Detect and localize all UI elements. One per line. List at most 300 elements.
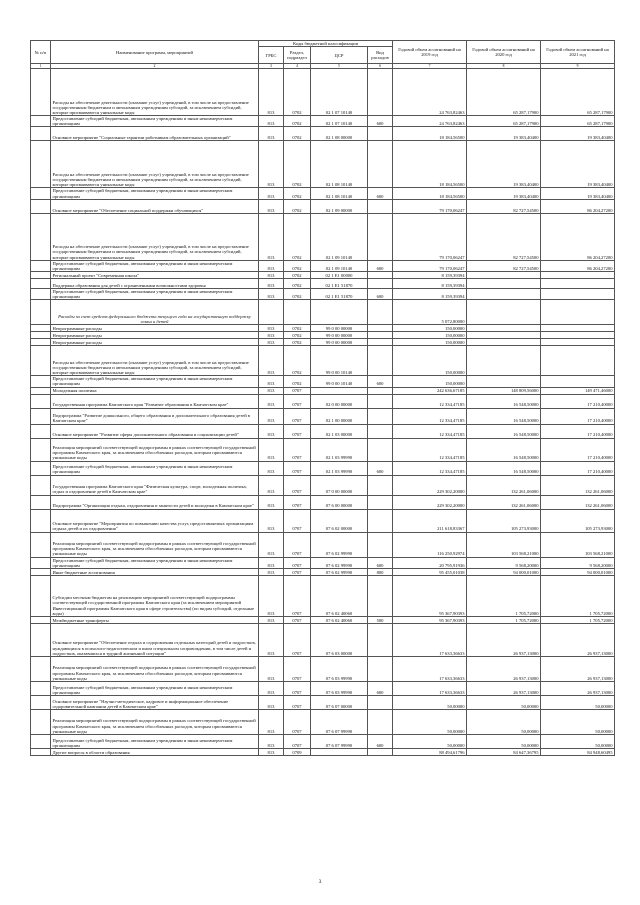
row-name: Реализация мероприятий соответствующей подпрограммы в рамках соответствующей государственной программы Камчатского края, за исключением обособленных расходов, которым присваиваются уникальные коды xyxy=(51,438,259,461)
row-name: Предоставление субсидий бюджетным, автономным учреждениям и иным некоммерческим организациям xyxy=(51,734,259,748)
row-amount-2019: 79 170,06247 xyxy=(393,260,467,271)
row-name: Предоставление субсидий бюджетным, автономным учреждениям и иным некоммерческим организациям xyxy=(51,116,259,127)
row-name: Основное мероприятие "Развитие сферы дополнительного образования и социализации детей" xyxy=(51,424,259,438)
table-row xyxy=(31,461,615,475)
table-row xyxy=(31,734,615,748)
row-num-cell xyxy=(31,748,51,755)
table-row xyxy=(31,69,615,116)
row-section: 0707 xyxy=(284,424,311,438)
header-2019: Годовой объем ассигнований на 2019 год xyxy=(393,41,467,64)
row-amount-2019: 50,00000 xyxy=(393,709,467,734)
row-amount-2021: 132 261,06000 xyxy=(541,475,615,495)
table-row xyxy=(31,424,615,438)
row-amount-2020: 16 548,50000 xyxy=(467,461,541,475)
row-amount-2020: 132 261,06000 xyxy=(467,495,541,509)
row-amount-2019: 12 334,47185 xyxy=(393,424,467,438)
row-grbs: 813 xyxy=(259,424,284,438)
row-amount-2021: 19 383,40400 xyxy=(541,188,615,199)
table-row xyxy=(31,260,615,271)
row-csr: 99 0 00 00000 xyxy=(311,339,368,346)
column-number: 9 xyxy=(541,64,615,69)
row-num-cell xyxy=(31,199,51,213)
row-amount-2021: 17 210,40000 xyxy=(541,394,615,408)
row-vr xyxy=(368,141,393,188)
table-row xyxy=(31,346,615,376)
row-section: 0702 xyxy=(284,325,311,332)
row-section: 0702 xyxy=(284,260,311,271)
row-section: 0707 xyxy=(284,616,311,623)
table-row xyxy=(31,272,615,279)
column-number: 5 xyxy=(311,64,368,69)
row-amount-2020: 26 937,13000 xyxy=(467,656,541,681)
row-amount-2021: 86 204,27200 xyxy=(541,213,615,260)
row-name: Расходы на обеспечение деятельности (оказание услуг) учреждений, в том числе на предоставление государственным бюджетным и автономным учреждениям субсидий, за исключением субсидий, которые присваиваются уникальные коды xyxy=(51,213,259,260)
row-name: Другие вопросы в области образования xyxy=(51,748,259,755)
row-name: Непрограммные расходы xyxy=(51,325,259,332)
table-header xyxy=(31,41,615,69)
row-num-cell xyxy=(31,681,51,695)
row-section: 0702 xyxy=(284,332,311,339)
row-amount-2021 xyxy=(541,300,615,325)
row-section: 0709 xyxy=(284,748,311,755)
table-row xyxy=(31,188,615,199)
row-grbs: 813 xyxy=(259,623,284,656)
row-amount-2020: 65 287,17900 xyxy=(467,69,541,116)
row-amount-2021: 50,00000 xyxy=(541,695,615,709)
row-vr: 500 xyxy=(368,616,393,623)
table-row xyxy=(31,141,615,188)
table-row xyxy=(31,289,615,300)
row-name: Предоставление субсидий бюджетным, автономным учреждениям и иным некоммерческим организациям xyxy=(51,376,259,387)
row-amount-2019: 95 367,90393 xyxy=(393,575,467,616)
row-csr xyxy=(311,300,368,325)
row-amount-2019: 18 184,56500 xyxy=(393,141,467,188)
row-amount-2020: 94 000,01000 xyxy=(467,568,541,575)
row-amount-2021: 17 210,40000 xyxy=(541,438,615,461)
row-vr xyxy=(368,325,393,332)
row-name: Иные бюджетные ассигнования xyxy=(51,568,259,575)
header-name: Наименование программ, мероприятий xyxy=(51,41,259,64)
table-row xyxy=(31,213,615,260)
row-grbs: 813 xyxy=(259,438,284,461)
column-number: 8 xyxy=(467,64,541,69)
row-amount-2020: 84 647,36795 xyxy=(467,748,541,755)
header-csr: ЦСР xyxy=(311,47,368,64)
row-amount-2020: 50,00000 xyxy=(467,695,541,709)
table-row xyxy=(31,495,615,509)
column-number: 3 xyxy=(259,64,284,69)
row-num-cell xyxy=(31,557,51,568)
row-amount-2021: 132 261,06000 xyxy=(541,495,615,509)
row-grbs: 813 xyxy=(259,116,284,127)
row-csr: 07 6 03 00000 xyxy=(311,623,368,656)
row-section: 0702 xyxy=(284,346,311,376)
table-row xyxy=(31,325,615,332)
row-num-cell xyxy=(31,260,51,271)
row-csr: 07 6 02 40060 xyxy=(311,616,368,623)
row-amount-2019: 12 334,47185 xyxy=(393,438,467,461)
row-amount-2021 xyxy=(541,289,615,300)
row-csr: 02 1 03 99990 xyxy=(311,461,368,475)
row-amount-2019: 24 763,82463 xyxy=(393,116,467,127)
row-num-cell xyxy=(31,116,51,127)
row-csr: 07 6 02 99990 xyxy=(311,568,368,575)
row-amount-2020: 19 383,40400 xyxy=(467,188,541,199)
row-amount-2020: 1 705,72000 xyxy=(467,616,541,623)
row-amount-2019: 95 455,01038 xyxy=(393,568,467,575)
row-section: 0702 xyxy=(284,339,311,346)
row-amount-2020 xyxy=(467,279,541,289)
row-num-cell xyxy=(31,332,51,339)
row-amount-2019: 17 633,36633 xyxy=(393,623,467,656)
row-num-cell xyxy=(31,394,51,408)
table-row xyxy=(31,387,615,394)
row-amount-2021: 17 210,40000 xyxy=(541,408,615,424)
row-vr: 600 xyxy=(368,260,393,271)
row-amount-2019: 12 334,47185 xyxy=(393,394,467,408)
row-num-cell xyxy=(31,339,51,346)
row-amount-2021: 86 204,27200 xyxy=(541,199,615,213)
row-name: Основное мероприятие "Мероприятия по повышению качества услуг, предоставляемых организациям отдыха детей и их оздоровления" xyxy=(51,509,259,532)
row-name: Основное мероприятие "Обеспечение отдыха и оздоровления отдельных категорий детей и подростков, нуждающихся в психолого-педагогическом и ином специальном сопровождении, в том числе детей и подростков, оказавшихся в трудной жизненной ситуации" xyxy=(51,623,259,656)
row-num-cell xyxy=(31,509,51,532)
row-amount-2019: 17 633,36633 xyxy=(393,681,467,695)
row-amount-2020: 9 568,20000 xyxy=(467,557,541,568)
row-vr xyxy=(368,127,393,141)
row-name: Предоставление субсидий бюджетным, автономным учреждениям и иным некоммерческим организациям xyxy=(51,461,259,475)
row-amount-2020 xyxy=(467,325,541,332)
row-grbs: 813 xyxy=(259,616,284,623)
row-grbs: 813 xyxy=(259,681,284,695)
row-num-cell xyxy=(31,300,51,325)
row-amount-2021: 103 568,21000 xyxy=(541,532,615,557)
row-section: 0707 xyxy=(284,475,311,495)
row-csr: 02 1 E1 51870 xyxy=(311,279,368,289)
row-name: Реализация мероприятий соответствующей подпрограммы в рамках соответствующей государственной программы Камчатского края, за исключением обособленных расходов, которым присваиваются уникальные коды xyxy=(51,532,259,557)
table-row xyxy=(31,568,615,575)
row-amount-2020: 50,00000 xyxy=(467,734,541,748)
row-vr: 600 xyxy=(368,116,393,127)
row-num-cell xyxy=(31,127,51,141)
row-name: Региональный проект "Современная школа" xyxy=(51,272,259,279)
row-num-cell xyxy=(31,325,51,332)
row-section: 0702 xyxy=(284,199,311,213)
table-row xyxy=(31,656,615,681)
row-grbs: 813 xyxy=(259,188,284,199)
row-section: 0707 xyxy=(284,387,311,394)
row-num-cell xyxy=(31,376,51,387)
row-amount-2019: 150,00000 xyxy=(393,376,467,387)
row-amount-2020 xyxy=(467,272,541,279)
row-amount-2019: 20 795,91936 xyxy=(393,557,467,568)
row-name: Поддержка образования для детей с ограниченными возможностями здоровья xyxy=(51,279,259,289)
row-amount-2019: 229 302,20000 xyxy=(393,495,467,509)
row-vr xyxy=(368,300,393,325)
row-csr xyxy=(311,387,368,394)
row-vr: 600 xyxy=(368,557,393,568)
row-grbs: 813 xyxy=(259,568,284,575)
row-num-cell xyxy=(31,279,51,289)
row-amount-2021: 94 000,01000 xyxy=(541,568,615,575)
row-vr xyxy=(368,199,393,213)
table-row xyxy=(31,709,615,734)
row-amount-2021 xyxy=(541,332,615,339)
row-vr xyxy=(368,748,393,755)
row-vr xyxy=(368,213,393,260)
table-row xyxy=(31,199,615,213)
row-amount-2021: 1 705,72000 xyxy=(541,616,615,623)
row-amount-2020: 82 727,54500 xyxy=(467,213,541,260)
row-amount-2019: 116 250,92974 xyxy=(393,532,467,557)
row-name: Предоставление субсидий бюджетным, автономным учреждениям и иным некоммерческим организациям xyxy=(51,260,259,271)
row-csr: 02 1 03 00000 xyxy=(311,424,368,438)
row-vr xyxy=(368,394,393,408)
row-vr xyxy=(368,332,393,339)
row-vr xyxy=(368,69,393,116)
row-csr: 07 6 07 99990 xyxy=(311,734,368,748)
row-num-cell xyxy=(31,568,51,575)
row-grbs: 813 xyxy=(259,127,284,141)
table-row xyxy=(31,681,615,695)
row-csr: 02 1 E1 00000 xyxy=(311,272,368,279)
row-vr xyxy=(368,424,393,438)
row-num-cell xyxy=(31,289,51,300)
row-grbs: 813 xyxy=(259,199,284,213)
header-vr: Вид расходов xyxy=(368,47,393,64)
row-amount-2021: 1 705,72000 xyxy=(541,575,615,616)
row-amount-2020: 16 548,50000 xyxy=(467,438,541,461)
row-amount-2021: 17 210,40000 xyxy=(541,424,615,438)
row-amount-2021 xyxy=(541,325,615,332)
row-name: Расходы на обеспечение деятельности (оказание услуг) учреждений, в том числе на предоставление государственным бюджетным и автономным учреждениям субсидий, за исключением субсидий, которые присваиваются уникальные коды xyxy=(51,346,259,376)
row-csr: 02 1 09 10140 xyxy=(311,213,368,260)
row-vr xyxy=(368,709,393,734)
row-csr: 02 1 09 00000 xyxy=(311,199,368,213)
row-amount-2020: 16 548,50000 xyxy=(467,424,541,438)
header-codes-group: Коды бюджетной классификации xyxy=(259,41,393,47)
row-name: Расходы на обеспечение деятельности (оказание услуг) учреждений, в том числе на предоставление государственным бюджетным и автономным учреждениям субсидий, за исключением субсидий, которые присваиваются уникальные коды xyxy=(51,69,259,116)
row-csr: 07 6 07 99990 xyxy=(311,709,368,734)
row-num-cell xyxy=(31,575,51,616)
row-csr: 02 1 08 10140 xyxy=(311,188,368,199)
row-section: 0707 xyxy=(284,623,311,656)
table-row xyxy=(31,575,615,616)
row-section: 0702 xyxy=(284,213,311,260)
row-amount-2020: 1 705,72000 xyxy=(467,575,541,616)
table-row xyxy=(31,394,615,408)
header-grbs: ГРБС xyxy=(259,47,284,64)
table-body xyxy=(31,69,615,756)
row-amount-2021: 105 273,93000 xyxy=(541,509,615,532)
row-name: Предоставление субсидий бюджетным, автономным учреждениям и иным некоммерческим организациям xyxy=(51,681,259,695)
row-name: Непрограммные расходы xyxy=(51,332,259,339)
row-vr xyxy=(368,623,393,656)
row-amount-2020 xyxy=(467,300,541,325)
row-grbs: 813 xyxy=(259,289,284,300)
row-grbs: 813 xyxy=(259,339,284,346)
row-section: 0707 xyxy=(284,408,311,424)
header-2021: Годовой объем ассигнований на 2021 год xyxy=(541,41,615,64)
row-csr: 07 6 07 00000 xyxy=(311,695,368,709)
row-grbs: 813 xyxy=(259,748,284,755)
row-csr: 07 6 02 99990 xyxy=(311,532,368,557)
row-section: 0707 xyxy=(284,575,311,616)
row-amount-2021: 65 287,17900 xyxy=(541,69,615,116)
row-num-cell xyxy=(31,69,51,116)
table-row xyxy=(31,300,615,325)
table-row xyxy=(31,376,615,387)
row-csr: 07 6 00 00000 xyxy=(311,495,368,509)
row-amount-2019: 211 618,83367 xyxy=(393,509,467,532)
row-note: Расходы за счет средств федерального бюджета текущего года на государственную поддержку семьи и детей xyxy=(51,300,259,325)
table-row xyxy=(31,127,615,141)
table-row xyxy=(31,475,615,495)
row-section: 0707 xyxy=(284,438,311,461)
row-grbs: 813 xyxy=(259,575,284,616)
row-num-cell xyxy=(31,272,51,279)
row-vr xyxy=(368,656,393,681)
row-section: 0702 xyxy=(284,116,311,127)
row-num-cell xyxy=(31,709,51,734)
row-name: Расходы на обеспечение деятельности (оказание услуг) учреждений, в том числе на предоставление государственным бюджетным и автономным учреждениям субсидий, за исключением субсидий, которые присваиваются уникальные коды xyxy=(51,141,259,188)
table-row xyxy=(31,408,615,424)
row-amount-2020 xyxy=(467,332,541,339)
row-amount-2021: 84 948,60495 xyxy=(541,748,615,755)
row-amount-2020 xyxy=(467,339,541,346)
row-num-cell xyxy=(31,141,51,188)
row-name: Непрограммные расходы xyxy=(51,339,259,346)
column-number: 2 xyxy=(51,64,259,69)
row-num-cell xyxy=(31,623,51,656)
table-row xyxy=(31,509,615,532)
row-grbs: 813 xyxy=(259,332,284,339)
row-amount-2020 xyxy=(467,376,541,387)
row-csr: 02 1 09 10140 xyxy=(311,260,368,271)
row-amount-2019: 12 334,47185 xyxy=(393,408,467,424)
table-row xyxy=(31,438,615,461)
row-vr xyxy=(368,346,393,376)
table-row xyxy=(31,332,615,339)
budget-table xyxy=(30,40,615,756)
row-amount-2020: 82 727,54500 xyxy=(467,199,541,213)
row-num-cell xyxy=(31,461,51,475)
row-num-cell xyxy=(31,475,51,495)
row-amount-2021: 26 937,13000 xyxy=(541,681,615,695)
row-grbs: 813 xyxy=(259,279,284,289)
table-row xyxy=(31,339,615,346)
row-name: Подпрограмма "Развитие дошкольного, общего образования и дополнительного образования детей в Камчатском крае" xyxy=(51,408,259,424)
row-num-cell xyxy=(31,408,51,424)
row-amount-2020: 105 273,93000 xyxy=(467,509,541,532)
row-amount-2019: 8 159,39394 xyxy=(393,289,467,300)
row-amount-2019: 8 159,39394 xyxy=(393,279,467,289)
table-row xyxy=(31,557,615,568)
row-section: 0702 xyxy=(284,289,311,300)
row-name: Предоставление субсидий бюджетным, автономным учреждениям и иным некоммерческим организациям xyxy=(51,557,259,568)
row-amount-2019: 79 170,06247 xyxy=(393,199,467,213)
row-grbs: 813 xyxy=(259,376,284,387)
header-num: № п/п xyxy=(31,41,51,64)
table-row xyxy=(31,116,615,127)
row-grbs: 813 xyxy=(259,461,284,475)
row-grbs: 813 xyxy=(259,272,284,279)
header-2020: Годовой объем ассигнований на 2020 год xyxy=(467,41,541,64)
row-vr xyxy=(368,279,393,289)
row-name: Основное мероприятие "Социальные гарантии работникам образовательных организаций" xyxy=(51,127,259,141)
row-csr: 07 6 03 99990 xyxy=(311,681,368,695)
row-section: 0707 xyxy=(284,394,311,408)
row-amount-2019: 18 184,56500 xyxy=(393,188,467,199)
row-amount-2020 xyxy=(467,346,541,376)
column-number: 1 xyxy=(31,64,51,69)
row-csr: 99 0 00 10140 xyxy=(311,346,368,376)
row-vr xyxy=(368,509,393,532)
row-amount-2020: 26 937,13000 xyxy=(467,623,541,656)
row-vr xyxy=(368,387,393,394)
row-amount-2021: 17 210,40000 xyxy=(541,461,615,475)
row-section: 0707 xyxy=(284,509,311,532)
row-amount-2020 xyxy=(467,289,541,300)
row-grbs: 813 xyxy=(259,532,284,557)
row-amount-2019: 18 184,56500 xyxy=(393,127,467,141)
row-grbs: 813 xyxy=(259,408,284,424)
row-amount-2021: 149 471,46000 xyxy=(541,387,615,394)
row-amount-2019: 242 636,67185 xyxy=(393,387,467,394)
header-section: Раздел, подраздел xyxy=(284,47,311,64)
row-amount-2021 xyxy=(541,339,615,346)
row-amount-2020: 148 809,56000 xyxy=(467,387,541,394)
row-csr: 02 1 08 10140 xyxy=(311,141,368,188)
row-vr xyxy=(368,575,393,616)
row-amount-2020: 16 548,50000 xyxy=(467,394,541,408)
row-csr xyxy=(311,748,368,755)
row-section: 0702 xyxy=(284,69,311,116)
row-amount-2019: 24 763,82463 xyxy=(393,69,467,116)
row-vr: 600 xyxy=(368,681,393,695)
row-grbs: 813 xyxy=(259,387,284,394)
row-amount-2019: 5 072,80000 xyxy=(393,300,467,325)
row-amount-2019: 150,00000 xyxy=(393,332,467,339)
row-vr: 600 xyxy=(368,188,393,199)
row-amount-2020: 65 287,17900 xyxy=(467,116,541,127)
row-name: Подпрограмма "Организация отдыха, оздоровления и занятости детей и молодежи в Камчатском крае" xyxy=(51,495,259,509)
table-row xyxy=(31,279,615,289)
row-csr: 02 1 03 99990 xyxy=(311,438,368,461)
row-amount-2019: 50,00000 xyxy=(393,695,467,709)
row-section: 0707 xyxy=(284,557,311,568)
row-name: Основное мероприятие "Обеспечение социальной поддержки обучающихся" xyxy=(51,199,259,213)
row-amount-2021: 50,00000 xyxy=(541,709,615,734)
row-num-cell xyxy=(31,656,51,681)
row-section: 0702 xyxy=(284,376,311,387)
row-csr: 99 0 00 00000 xyxy=(311,332,368,339)
row-vr xyxy=(368,438,393,461)
row-grbs: 813 xyxy=(259,260,284,271)
row-name: Основное мероприятие "Научно-методическое, кадровое и информационное обеспечение оздоровительной кампании детей в Камчатском крае" xyxy=(51,695,259,709)
row-amount-2021: 26 937,13000 xyxy=(541,656,615,681)
row-amount-2020: 50,00000 xyxy=(467,709,541,734)
row-name: Реализация мероприятий соответствующей подпрограммы в рамках соответствующей государственной программы Камчатского края, за исключением обособленных расходов, которым присваиваются уникальные коды xyxy=(51,656,259,681)
row-amount-2019: 88 494,61796 xyxy=(393,748,467,755)
row-amount-2019: 229 302,20000 xyxy=(393,475,467,495)
table-row xyxy=(31,695,615,709)
row-vr: 600 xyxy=(368,376,393,387)
page-number: 3 xyxy=(318,879,322,885)
row-amount-2021 xyxy=(541,272,615,279)
row-amount-2020: 103 568,21000 xyxy=(467,532,541,557)
row-grbs: 813 xyxy=(259,325,284,332)
row-amount-2019: 17 633,36633 xyxy=(393,656,467,681)
